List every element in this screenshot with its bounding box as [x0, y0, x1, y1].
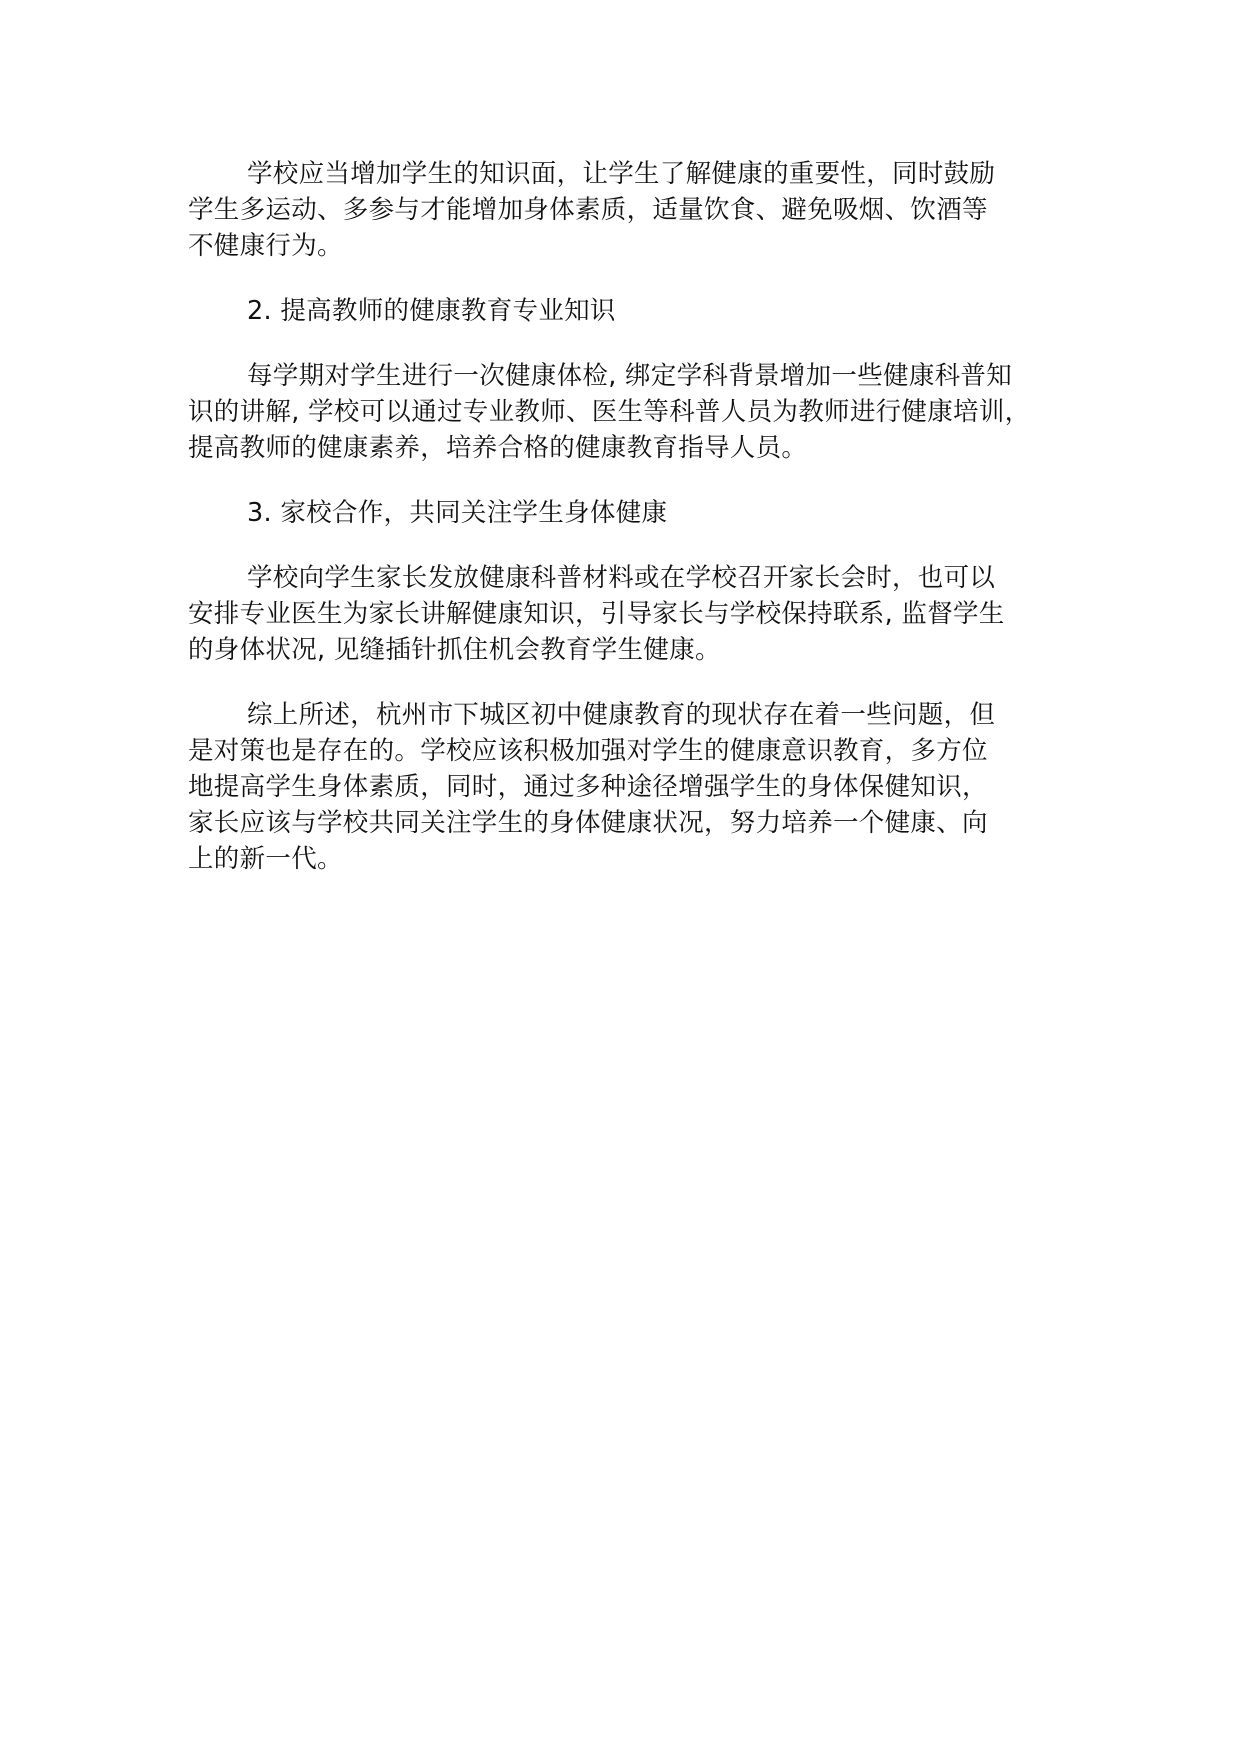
paragraph-line: 的身体状况, 见缝插针抓住机会教育学生健康。	[188, 635, 721, 665]
paragraph-teacher-training	[188, 358, 1078, 466]
paragraph-line: 地提高学生身体素质，同时，通过多种途径增强学生的身体保健知识，	[188, 772, 988, 802]
paragraph-home-school	[188, 560, 1078, 668]
paragraph-line: 学校应当增加学生的知识面，让学生了解健康的重要性，同时鼓励	[247, 159, 996, 189]
document-body	[188, 156, 1078, 906]
section-heading-3: 3. 家校合作，共同关注学生身体健康	[247, 498, 668, 528]
paragraph-line: 上的新一代。	[188, 844, 343, 874]
paragraph-conclusion	[188, 697, 1078, 877]
paragraph-line: 是对策也是存在的。学校应该积极加强对学生的健康意识教育，多方位	[188, 736, 988, 766]
paragraph-line: 学生多运动、多参与才能增加身体素质，适量饮食、避免吸烟、饮酒等	[188, 195, 988, 225]
paragraph-line: 提高教师的健康素养，培养合格的健康教育指导人员。	[188, 433, 808, 463]
paragraph-line: 学校向学生家长发放健康科普材料或在学校召开家长会时，也可以	[247, 563, 996, 593]
section-heading-2: 2. 提高教师的健康教育专业知识	[247, 296, 616, 326]
paragraph-line: 综上所述，杭州市下城区初中健康教育的现状存在着一些问题，但	[247, 700, 996, 730]
paragraph-line: 不健康行为。	[188, 231, 343, 261]
paragraph-line: 每学期对学生进行一次健康体检, 绑定学科背景增加一些健康科普知	[247, 361, 1013, 391]
paragraph-line: 安排专业医生为家长讲解健康知识，引导家长与学校保持联系, 监督学生	[188, 599, 1005, 629]
paragraph-line: 识的讲解, 学校可以通过专业教师、医生等科普人员为教师进行健康培训，	[188, 397, 1031, 427]
paragraph-health-knowledge	[188, 156, 1078, 264]
paragraph-line: 家长应该与学校共同关注学生的身体健康状况，努力培养一个健康、向	[188, 808, 988, 838]
